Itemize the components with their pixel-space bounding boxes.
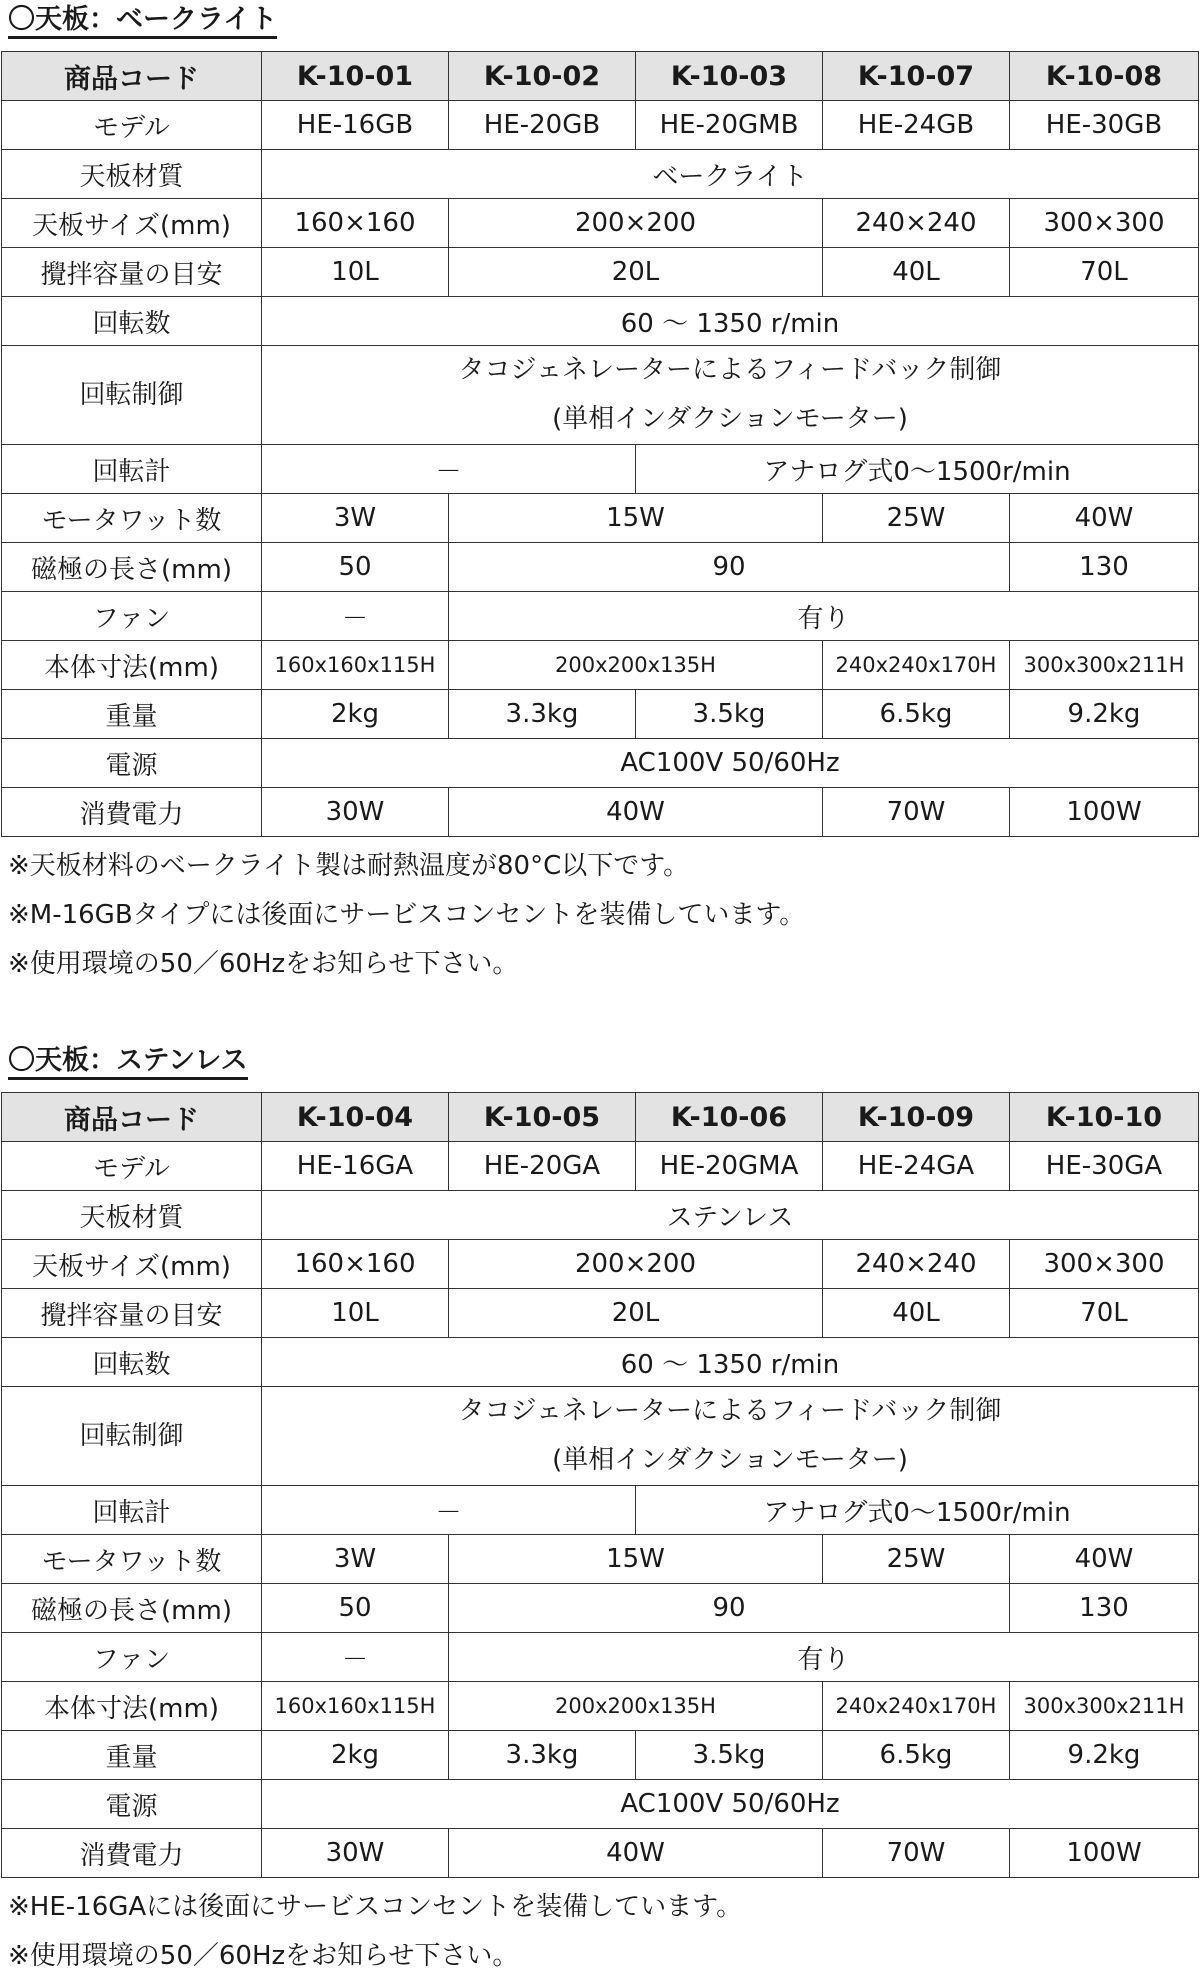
row-label: 攪拌容量の目安 — [2, 1289, 262, 1338]
table-cell: 6.5kg — [823, 690, 1010, 739]
product-code: K-10-06 — [636, 1093, 823, 1142]
table-cell: 25W — [823, 494, 1010, 543]
table-row — [2, 1486, 1199, 1535]
table-row — [2, 248, 1199, 297]
table-cell: ベークライト — [262, 150, 1199, 199]
table-cell: － — [262, 592, 449, 641]
table-cell: 40W — [1010, 494, 1199, 543]
table-cell: 10L — [262, 248, 449, 297]
table-cell: 50 — [262, 1584, 449, 1633]
table-cell: 20L — [449, 1289, 823, 1338]
table-cell: 3.3kg — [449, 690, 636, 739]
table-row — [2, 690, 1199, 739]
row-label: 天板材質 — [2, 1191, 262, 1240]
table-row — [2, 1387, 1199, 1486]
table-cell: 130 — [1010, 543, 1199, 592]
table-cell: 25W — [823, 1535, 1010, 1584]
table-row — [2, 543, 1199, 592]
table-row — [2, 739, 1199, 788]
table-cell — [262, 346, 1199, 445]
table-cell: 70W — [823, 1829, 1010, 1878]
table-cell: 200x200x135H — [449, 1682, 823, 1731]
table-row — [2, 101, 1199, 150]
table-cell: HE-20GB — [449, 101, 636, 150]
product-code: K-10-08 — [1010, 52, 1199, 101]
table-row — [2, 150, 1199, 199]
row-label: 商品コード — [2, 52, 262, 101]
table-row — [2, 1780, 1199, 1829]
table-cell: アナログ式0〜1500r/min — [636, 445, 1199, 494]
table-cell: 160x160x115H — [262, 641, 449, 690]
section-title: 〇天板：ベークライト — [8, 4, 277, 39]
table-row — [2, 1829, 1199, 1878]
table-cell: 240x240x170H — [823, 1682, 1010, 1731]
table-row — [2, 297, 1199, 346]
table-cell: 3W — [262, 1535, 449, 1584]
table-cell: 9.2kg — [1010, 690, 1199, 739]
table-cell: 300x300x211H — [1010, 1682, 1199, 1731]
control-line: タコジェネレーターによるフィードバック制御 — [458, 1396, 1002, 1426]
table-cell: ステンレス — [262, 1191, 1199, 1240]
row-label: 本体寸法(mm) — [2, 641, 262, 690]
table-cell: 160×160 — [262, 1240, 449, 1289]
table-cell: HE-16GA — [262, 1142, 449, 1191]
table-cell: 10L — [262, 1289, 449, 1338]
product-code: K-10-04 — [262, 1093, 449, 1142]
table-row — [2, 1731, 1199, 1780]
table-cell: HE-30GB — [1010, 101, 1199, 150]
row-label: 重量 — [2, 1731, 262, 1780]
table-cell: 90 — [449, 543, 1010, 592]
table-cell: 50 — [262, 543, 449, 592]
table-cell: 100W — [1010, 788, 1199, 837]
row-label: 電源 — [2, 1780, 262, 1829]
table-row — [2, 445, 1199, 494]
table-cell: 130 — [1010, 1584, 1199, 1633]
table-row — [2, 1142, 1199, 1191]
table-cell: 70W — [823, 788, 1010, 837]
note: ※M-16GBタイプには後面にサービスコンセントを装備しています。 — [8, 900, 806, 930]
notes — [8, 1883, 742, 1981]
table-row — [2, 592, 1199, 641]
table-cell: HE-20GMB — [636, 101, 823, 150]
table-row — [2, 641, 1199, 690]
row-label: ファン — [2, 1633, 262, 1682]
row-label: 消費電力 — [2, 1829, 262, 1878]
row-label: 回転計 — [2, 1486, 262, 1535]
row-label: 天板材質 — [2, 150, 262, 199]
table-cell: 200×200 — [449, 1240, 823, 1289]
table-cell: 240×240 — [823, 1240, 1010, 1289]
table-cell: 70L — [1010, 248, 1199, 297]
table-cell: － — [262, 1486, 636, 1535]
note: ※使用環境の50／60Hzをお知らせ下さい。 — [8, 1941, 519, 1971]
table-row — [2, 1338, 1199, 1387]
table-cell: 有り — [449, 592, 1199, 641]
table-cell: 6.5kg — [823, 1731, 1010, 1780]
product-code: K-10-09 — [823, 1093, 1010, 1142]
product-code: K-10-01 — [262, 52, 449, 101]
table-cell: AC100V 50/60Hz — [262, 739, 1199, 788]
product-code: K-10-05 — [449, 1093, 636, 1142]
row-label: 回転数 — [2, 297, 262, 346]
table-row — [2, 1240, 1199, 1289]
control-line: タコジェネレーターによるフィードバック制御 — [458, 355, 1002, 385]
table-row — [2, 494, 1199, 543]
control-line: (単相インダクションモーター) — [552, 404, 908, 434]
table-cell: 2kg — [262, 1731, 449, 1780]
table-cell: 3W — [262, 494, 449, 543]
table-row — [2, 1191, 1199, 1240]
product-code: K-10-07 — [823, 52, 1010, 101]
table-cell: 3.3kg — [449, 1731, 636, 1780]
table-cell: 2kg — [262, 690, 449, 739]
row-label: 磁極の長さ(mm) — [2, 1584, 262, 1633]
table-cell: 40W — [1010, 1535, 1199, 1584]
table-cell: 20L — [449, 248, 823, 297]
row-label: 天板サイズ(mm) — [2, 199, 262, 248]
table-cell: 60 〜 1350 r/min — [262, 1338, 1199, 1387]
table-cell: AC100V 50/60Hz — [262, 1780, 1199, 1829]
table-cell: HE-24GA — [823, 1142, 1010, 1191]
table-row — [2, 346, 1199, 445]
table-cell: 40L — [823, 248, 1010, 297]
table-cell: アナログ式0〜1500r/min — [636, 1486, 1199, 1535]
table-cell: 200×200 — [449, 199, 823, 248]
table-cell: 160x160x115H — [262, 1682, 449, 1731]
table-cell: HE-20GMA — [636, 1142, 823, 1191]
table-cell: 15W — [449, 494, 823, 543]
table-row — [2, 1584, 1199, 1633]
row-label: モデル — [2, 1142, 262, 1191]
table-cell: 160×160 — [262, 199, 449, 248]
table-cell: 30W — [262, 1829, 449, 1878]
table-cell: HE-16GB — [262, 101, 449, 150]
table-cell: 40W — [449, 1829, 823, 1878]
row-label: 攪拌容量の目安 — [2, 248, 262, 297]
spec-table — [1, 1092, 1199, 1878]
table-cell: 有り — [449, 1633, 1199, 1682]
note: ※使用環境の50／60Hzをお知らせ下さい。 — [8, 949, 519, 979]
table-cell: 9.2kg — [1010, 1731, 1199, 1780]
table-cell: 240×240 — [823, 199, 1010, 248]
table-row — [2, 1093, 1199, 1142]
table-cell: 300x300x211H — [1010, 641, 1199, 690]
row-label: 重量 — [2, 690, 262, 739]
note: ※天板材料のベークライト製は耐熱温度が80°C以下です。 — [8, 851, 690, 881]
row-label: 天板サイズ(mm) — [2, 1240, 262, 1289]
row-label: 回転制御 — [2, 1387, 262, 1486]
row-label: 回転計 — [2, 445, 262, 494]
table-cell: 240x240x170H — [823, 641, 1010, 690]
spec-table — [1, 51, 1199, 837]
table-cell: 100W — [1010, 1829, 1199, 1878]
row-label: 電源 — [2, 739, 262, 788]
table-row — [2, 1633, 1199, 1682]
table-cell: 300×300 — [1010, 1240, 1199, 1289]
table-cell: 40L — [823, 1289, 1010, 1338]
row-label: モータワット数 — [2, 494, 262, 543]
table-row — [2, 199, 1199, 248]
table-row — [2, 1682, 1199, 1731]
table-cell: 40W — [449, 788, 823, 837]
row-label: 磁極の長さ(mm) — [2, 543, 262, 592]
table-row — [2, 1535, 1199, 1584]
table-cell: 15W — [449, 1535, 823, 1584]
row-label: 商品コード — [2, 1093, 262, 1142]
table-cell: － — [262, 445, 636, 494]
row-label: 回転制御 — [2, 346, 262, 445]
table-cell: 60 〜 1350 r/min — [262, 297, 1199, 346]
section-title: 〇天板：ステンレス — [8, 1045, 248, 1080]
table-cell: HE-20GA — [449, 1142, 636, 1191]
table-cell: 3.5kg — [636, 1731, 823, 1780]
row-label: 消費電力 — [2, 788, 262, 837]
table-cell: HE-30GA — [1010, 1142, 1199, 1191]
table-row — [2, 1289, 1199, 1338]
table-cell: 30W — [262, 788, 449, 837]
row-label: モータワット数 — [2, 1535, 262, 1584]
control-line: (単相インダクションモーター) — [552, 1445, 908, 1475]
product-code: K-10-03 — [636, 52, 823, 101]
table-cell: 70L — [1010, 1289, 1199, 1338]
note: ※HE-16GAには後面にサービスコンセントを装備しています。 — [8, 1892, 743, 1922]
table-cell: 300×300 — [1010, 199, 1199, 248]
row-label: モデル — [2, 101, 262, 150]
table-row — [2, 52, 1199, 101]
table-cell: 3.5kg — [636, 690, 823, 739]
table-cell: HE-24GB — [823, 101, 1010, 150]
table-cell: － — [262, 1633, 449, 1682]
product-code: K-10-02 — [449, 52, 636, 101]
product-code: K-10-10 — [1010, 1093, 1199, 1142]
row-label: 回転数 — [2, 1338, 262, 1387]
table-cell: 90 — [449, 1584, 1010, 1633]
table-row — [2, 788, 1199, 837]
row-label: 本体寸法(mm) — [2, 1682, 262, 1731]
notes — [8, 842, 805, 989]
table-cell — [262, 1387, 1199, 1486]
table-cell: 200x200x135H — [449, 641, 823, 690]
row-label: ファン — [2, 592, 262, 641]
